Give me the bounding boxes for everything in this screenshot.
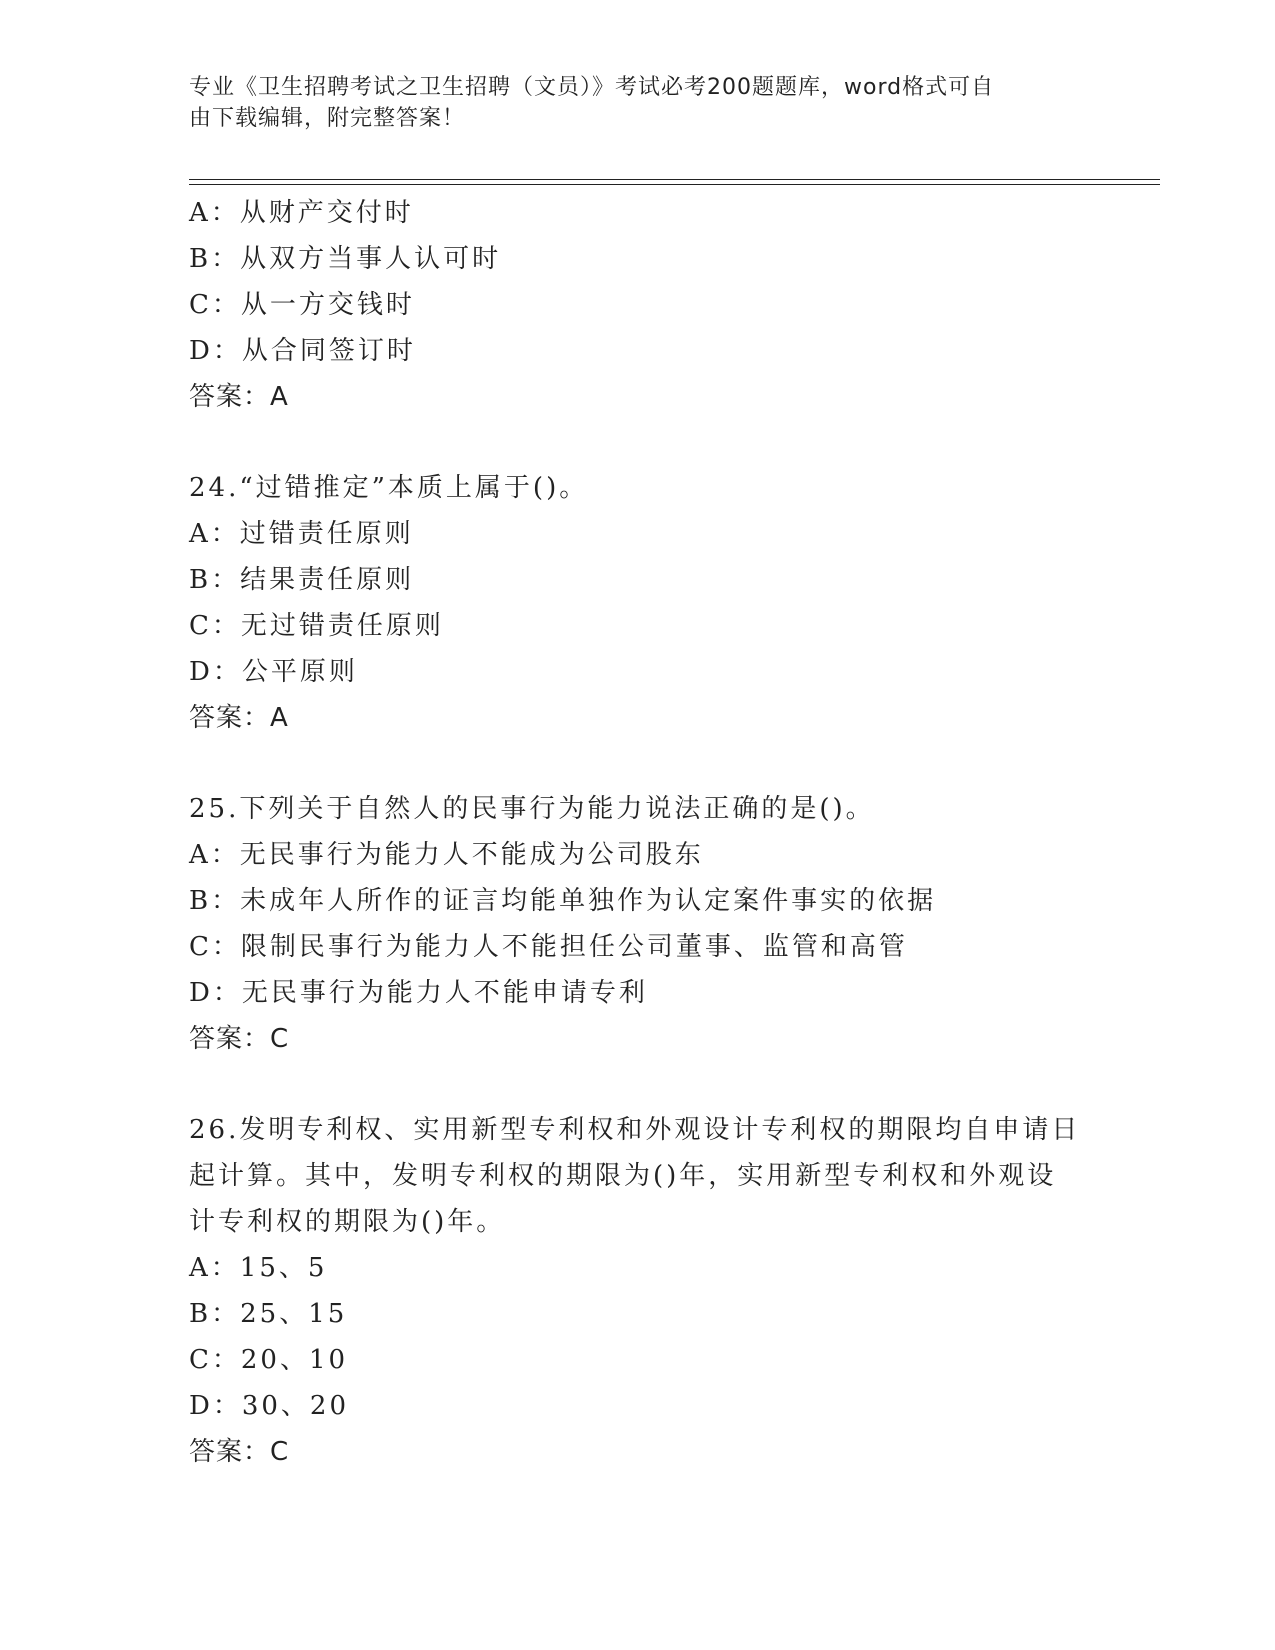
option-c: C：限制民事行为能力人不能担任公司董事、监管和高管: [189, 932, 908, 962]
option-b: B：25、15: [189, 1299, 348, 1329]
option-a: A：无民事行为能力人不能成为公司股东: [189, 840, 704, 870]
question-stem-line: 计专利权的期限为()年。: [189, 1207, 506, 1237]
option-a: A：从财产交付时: [189, 198, 414, 228]
question-stem-line: 起计算。其中，发明专利权的期限为()年，实用新型专利权和外观设: [189, 1161, 1057, 1191]
question-stem-line: 26.发明专利权、实用新型专利权和外观设计专利权的期限均自申请日: [189, 1115, 1081, 1145]
answer-line: 答案：C: [189, 1024, 290, 1054]
option-d: D：从合同签订时: [189, 336, 416, 366]
header-line-1: 专业《卫生招聘考试之卫生招聘（文员）》考试必考200题题库，word格式可自: [189, 75, 995, 100]
question-stem: [189, 786, 1149, 832]
question-block: [189, 786, 1149, 1062]
answer-line: 答案：A: [189, 703, 289, 733]
answer-line: 答案：C: [189, 1437, 290, 1467]
option-a: A：15、5: [189, 1253, 328, 1283]
header-line-2: 由下载编辑，附完整答案！: [189, 106, 466, 131]
question-block: [189, 1107, 1149, 1475]
option-b: B：未成年人所作的证言均能单独作为认定案件事实的依据: [189, 886, 937, 916]
question-block: [189, 465, 1149, 741]
answer-line: 答案：A: [189, 382, 289, 412]
option-a: A：过错责任原则: [189, 519, 414, 549]
option-c: C：20、10: [189, 1345, 349, 1375]
option-b: B：从双方当事人认可时: [189, 244, 502, 274]
option-d: D：公平原则: [189, 657, 358, 687]
option-d: D：无民事行为能力人不能申请专利: [189, 978, 648, 1008]
document-header: [189, 72, 1069, 134]
header-divider-top: [189, 179, 1160, 180]
question-stem: [189, 1107, 1149, 1245]
question-block: [189, 190, 1149, 420]
question-stem-line: 25.下列关于自然人的民事行为能力说法正确的是()。: [189, 794, 875, 824]
option-c: C：无过错责任原则: [189, 611, 444, 641]
option-b: B：结果责任原则: [189, 565, 415, 595]
header-divider-bottom: [189, 184, 1160, 185]
question-stem: [189, 465, 1149, 511]
question-stem-line: 24.“过错推定”本质上属于()。: [189, 473, 589, 503]
question-list: [189, 190, 1149, 1475]
option-d: D：30、20: [189, 1391, 350, 1421]
option-c: C：从一方交钱时: [189, 290, 415, 320]
